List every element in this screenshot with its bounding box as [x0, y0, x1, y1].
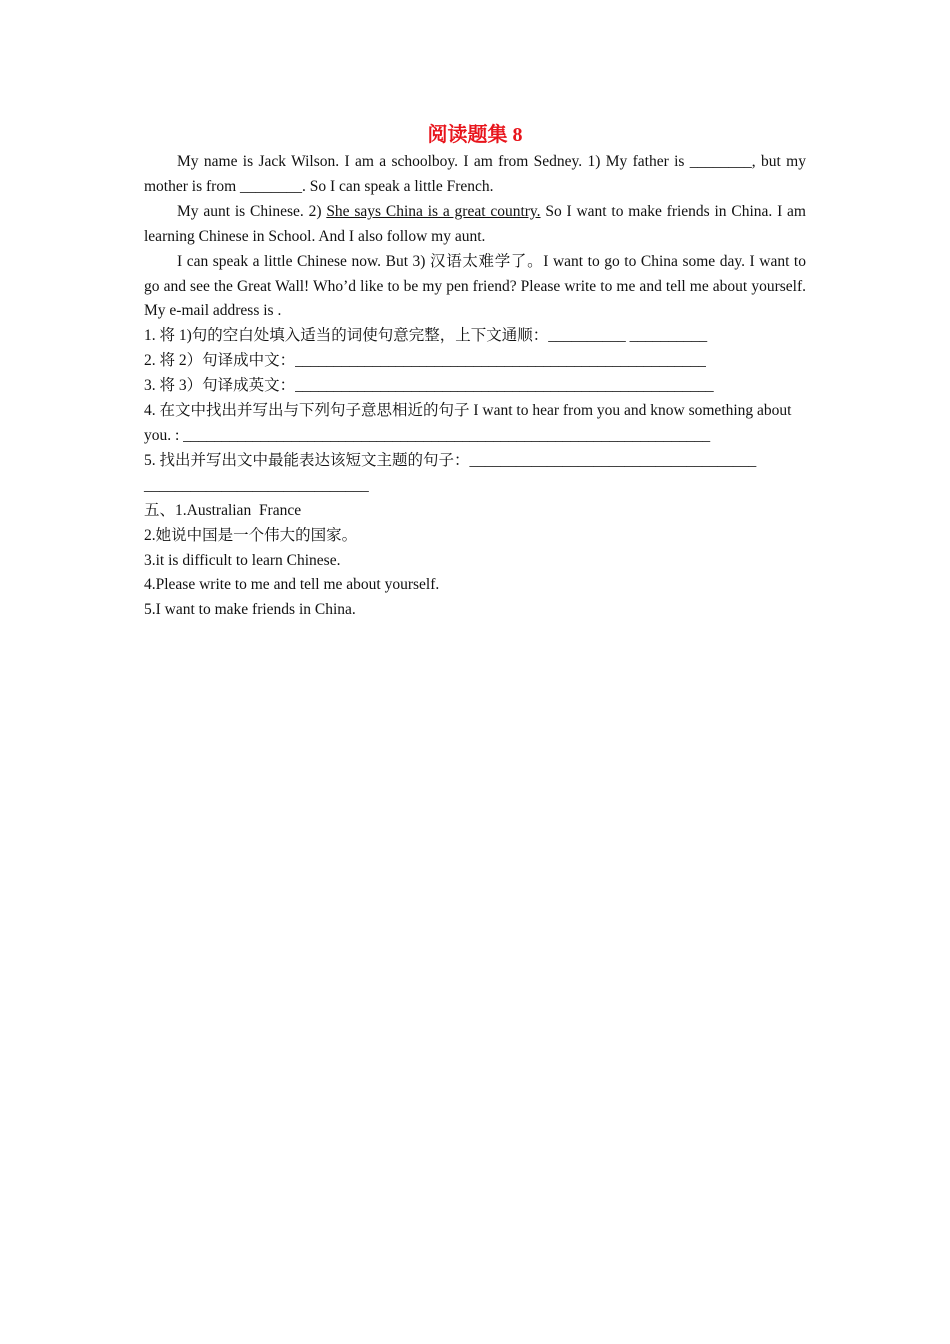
answer-5: 5.I want to make friends in China. [144, 601, 356, 619]
answer-1: 五、1.Australian France [144, 501, 302, 519]
answer-2: 2.她说中国是一个伟大的国家。 [144, 526, 358, 544]
question-1: 1. 将 1)句的空白处填入适当的词使句意完整，上下文通顺：__________ __________ [144, 327, 708, 345]
passage-paragraph-3: I can speak a little Chinese now. But 3) 汉语太难学了。I want to go to China some day. I want to go and see the Great Wall! Who’d like to be my pen friend? Please write to me and tell me about yourself. My e-mail address is . [144, 252, 806, 320]
document-page [144, 118, 806, 623]
question-5: 5. 找出并写出文中最能表达该短文主题的句子：_____________________________________ _____________________________ [144, 451, 757, 494]
page-title: 阅读题集 8 [427, 124, 523, 146]
passage-paragraph-2-start: My aunt is Chinese. 2) [177, 202, 327, 220]
question-3: 3. 将 3）句译成英文：______________________________________________________ [144, 377, 714, 395]
passage-paragraph-2-end: So I want to make friends in China. I am learning Chinese in School. And I also follow my aunt. [144, 202, 806, 245]
passage-paragraph-1: My name is Jack Wilson. I am a schoolboy. I am from Sedney. 1) My father is ________, but my mother is from ________. So I can speak a little French. [144, 153, 806, 195]
question-4: 4. 在文中找出并写出与下列句子意思相近的句子 I want to hear from you and know something about you. : ____________________________________________________________________ [144, 402, 792, 444]
passage-paragraph-2 [144, 200, 806, 250]
answer-3: 3.it is difficult to learn Chinese. [144, 551, 341, 569]
answer-4: 4.Please write to me and tell me about yourself. [144, 576, 440, 594]
question-2: 2. 将 2）句译成中文：_____________________________________________________ [144, 352, 706, 370]
underlined-sentence: She says China is a great country. [326, 202, 541, 220]
